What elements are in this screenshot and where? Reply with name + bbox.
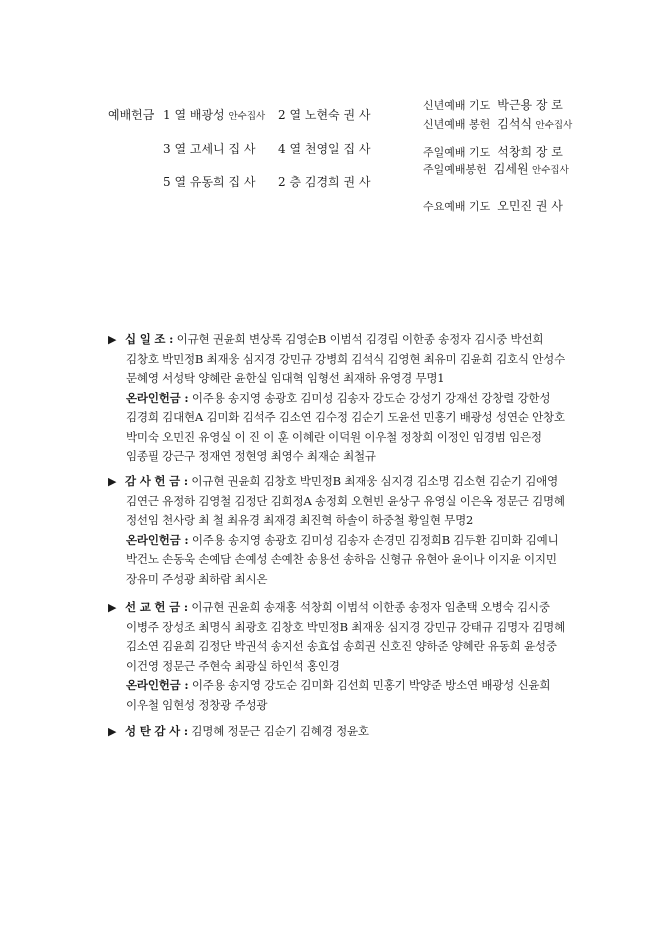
- tithe-online-label: 온라인헌금 :: [126, 390, 189, 405]
- mission-line-3: 김소연 김윤희 김정단 박권석 송지선 송효섭 송희권 신호진 양하준 양혜란 유동희 윤성중: [126, 639, 557, 653]
- tithe-online-2: 김경희 김대현A 김미화 김석주 김소연 김수정 김순기 도윤선 민홍기 배광성 성연순 안창호: [126, 410, 565, 424]
- section-christmas: [108, 722, 578, 742]
- thanks-label: 감 사 헌 금 :: [125, 474, 188, 488]
- thanks-line-2: 김연근 유정하 김영철 김정단 김희정A 송정회 오현빈 윤상구 유영실 이은옥 정문근 김명혜: [126, 493, 565, 508]
- r2-name: 김석식: [497, 117, 533, 131]
- row3-b-name: 김경희 권 사: [304, 175, 371, 189]
- christmas-line-1: 김명혜 정문근 김순기 김혜경 정윤호: [191, 724, 369, 738]
- mission-line-1: 이규현 권윤희 송재홍 석창희 이범석 이한종 송정자 임춘택 오병숙 김시중: [191, 600, 550, 614]
- offering-label: 예배헌금: [108, 108, 155, 122]
- r1-name: 박근용 장 로: [497, 98, 563, 112]
- tithe-line-1: 이규현 권윤희 변상록 김영순B 이범석 김경림 이한종 송정자 김시중 박선희: [176, 332, 544, 346]
- tithe-online-4: 임종필 강근구 정재연 정현영 최영수 최재순 최철규: [126, 449, 376, 463]
- thanks-online-label: 온라인헌금 :: [126, 532, 189, 547]
- row1-b-pos: 2 열: [278, 108, 302, 122]
- worship-row-2: [423, 115, 572, 132]
- tithe-online-1: 이주용 송지영 송광호 김미성 김송자 강도순 강성기 강재선 강창렬 강한성: [191, 390, 551, 405]
- section-thanks: [108, 472, 578, 589]
- r4-name: 김세원: [493, 162, 529, 176]
- thanks-line-1: 이규현 권윤희 김창호 박민정B 최재웅 심지경 김소명 김소현 김순기 김애영: [191, 474, 558, 488]
- offering-row-2: [163, 140, 255, 157]
- row1-a-pos: 1 열: [163, 108, 187, 122]
- r4-role: 안수집사: [532, 165, 569, 176]
- mission-online-2: 이우철 임현성 정창광 주성광: [126, 697, 268, 712]
- tithe-line-2: 김창호 박민정B 최재웅 심지경 강민규 강병희 김석식 김영현 최유미 김윤희 김호식 안성수: [126, 351, 565, 366]
- triangle-bullet-icon: ▶: [108, 475, 117, 488]
- worship-row-1: [423, 96, 563, 113]
- triangle-bullet-icon: ▶: [108, 725, 117, 738]
- triangle-bullet-icon: ▶: [108, 333, 117, 346]
- thanks-line-3: 정선임 천사랑 최 철 최유경 최재경 최진혁 하솔이 하중철 황일현 무명2: [126, 513, 474, 527]
- offering-row-2b: [278, 140, 370, 157]
- row3-b-pos: 2 층: [278, 175, 302, 189]
- r5-name: 오민진 권 사: [497, 199, 563, 213]
- section-mission: [108, 598, 578, 715]
- r3-label: 주일예배 기도: [423, 146, 491, 159]
- thanks-online-1: 이주용 송지영 송광호 김미성 김송자 손경민 김정희B 김두환 김미화 김예니: [191, 532, 559, 547]
- row1-b-name: 노현숙 권 사: [304, 108, 371, 122]
- christmas-label: 성 탄 감 사 :: [125, 724, 188, 738]
- tithe-online-3: 박미숙 오민진 유영실 이 진 이 훈 이혜란 이덕원 이우철 정창희 이정인 임경범 임은정: [126, 429, 542, 444]
- offering-row-3: [163, 173, 255, 190]
- offering-row-3b: [278, 173, 370, 190]
- tithe-line-3: 문혜영 서성탁 양혜란 윤한실 임대혁 임형선 최재하 유영경 무명1: [126, 371, 445, 385]
- mission-line-2: 이병주 장성조 최명식 최광호 김창호 박민정B 최재웅 심지경 강민규 강태규 김명자 김명혜: [126, 619, 565, 634]
- row2-b-pos: 4 열: [278, 142, 302, 156]
- r3-name: 석창희 장 로: [497, 145, 563, 159]
- mission-online-1: 이주용 송지영 강도순 김미화 김선희 민홍기 박양준 방소연 배광성 신윤희: [191, 678, 551, 692]
- r2-role: 안수집사: [535, 120, 573, 131]
- mission-online-label: 온라인헌금 :: [126, 678, 189, 692]
- offering-row-1: [163, 106, 265, 123]
- row1-a-role: 안수집사: [228, 111, 266, 122]
- section-tithe: [108, 330, 578, 467]
- row3-a-pos: 5 열: [163, 175, 187, 189]
- worship-row-3: [423, 143, 563, 160]
- r5-label: 수요예배 기도: [423, 200, 491, 213]
- worship-row-5: [423, 197, 563, 214]
- row2-a-name: 고세니 집 사: [189, 142, 256, 156]
- thanks-online-3: 장유미 주성광 최하람 최시온: [126, 571, 268, 586]
- r4-label: 주일예배봉헌: [423, 163, 487, 176]
- r1-label: 신년예배 기도: [423, 99, 491, 112]
- row2-b-name: 천영일 집 사: [304, 142, 371, 156]
- mission-line-4: 이건영 정문근 주현숙 최광실 하인석 홍인경: [126, 658, 340, 673]
- row2-a-pos: 3 열: [163, 142, 187, 156]
- mission-label: 선 교 헌 금 :: [125, 600, 188, 614]
- tithe-label: 십 일 조 :: [125, 332, 174, 346]
- row3-a-name: 유동희 집 사: [189, 175, 256, 189]
- offering-row-1b: [278, 106, 370, 123]
- triangle-bullet-icon: ▶: [108, 601, 117, 614]
- row1-a-name: 배광성: [189, 108, 225, 122]
- r2-label: 신년예배 봉헌: [423, 118, 491, 131]
- thanks-online-2: 박건노 손동욱 손예담 손예성 손예찬 송용선 송하음 신형규 유현아 윤이나 이지윤 이지민: [126, 552, 557, 566]
- worship-row-4: [423, 160, 569, 177]
